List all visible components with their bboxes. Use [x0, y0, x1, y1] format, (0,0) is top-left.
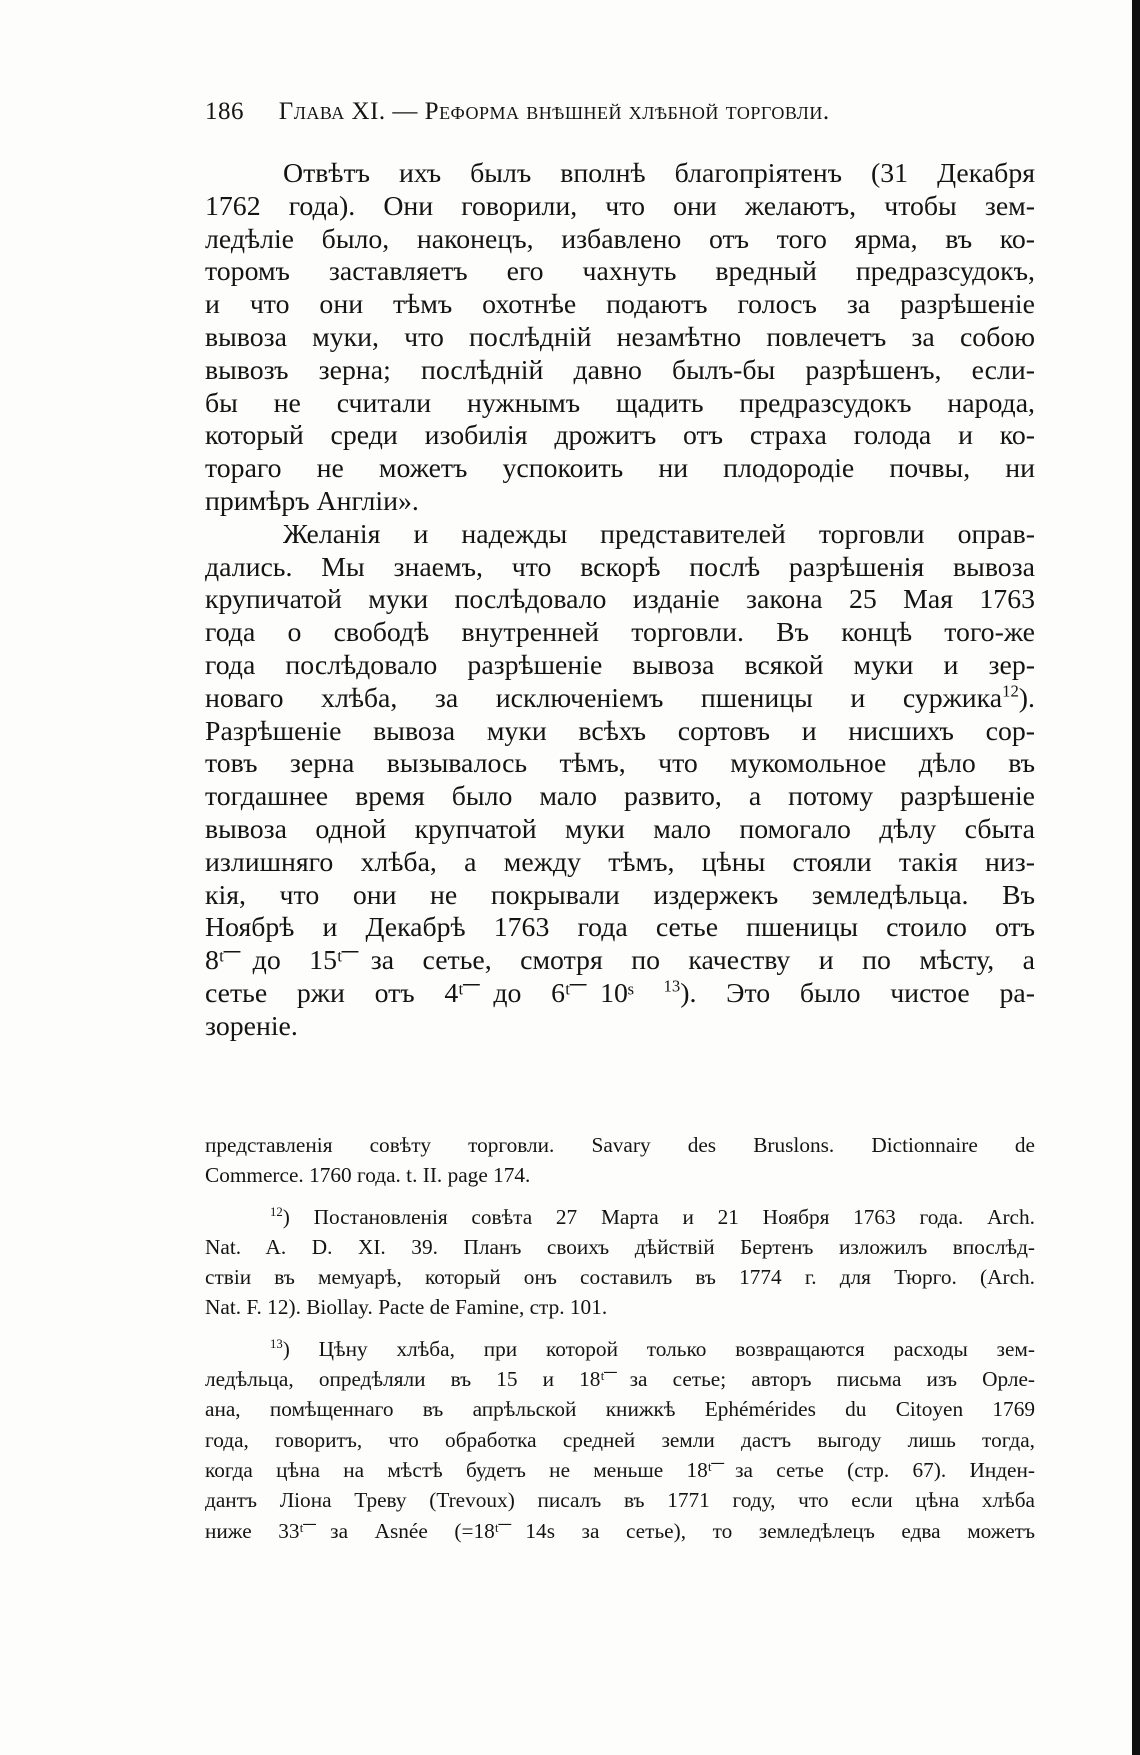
footnote-13 [205, 1334, 1035, 1364]
page-edge-shadow [1132, 0, 1140, 1755]
running-header [205, 98, 1035, 126]
footnote-line: когда цѣна на мѣстѣ будетъ не меньше 18ᵗ͞ за сетье (стр. 67). Инден- [205, 1457, 1035, 1482]
text-line: года послѣдовало разрѣшеніе вывоза всякой муки и зер- [205, 649, 1035, 681]
page-number: 186 [205, 98, 244, 125]
footnotes [205, 1130, 1035, 1546]
footnote-line: года, говоритъ, что обработка средней земли дастъ выгоду лишь тогда, [205, 1427, 1035, 1452]
text-line: вывоза муки, что послѣдній незамѣтно повлечетъ за собою [205, 321, 1035, 353]
footnote-line: ствіи въ мемуарѣ, который онъ составилъ въ 1774 г. для Тюрго. (Arch. [205, 1265, 1035, 1290]
text-line: вывозъ зерна; послѣдній давно былъ-бы разрѣшенъ, если- [205, 354, 1035, 386]
text-line: Желанія и надежды представителей торговли оправ- [283, 518, 1035, 550]
footnote-line: Nat. F. 12). Biollay. Pacte de Famine, стр. 101. [205, 1295, 608, 1320]
text-line: примѣръ Англіи». [205, 485, 419, 517]
text-line: который среди изобилія дрожитъ отъ страха голода и ко- [205, 420, 1035, 452]
text-line: зореніе. [205, 1010, 298, 1042]
footnote-12 [205, 1202, 1035, 1232]
footnote-line: Commerce. 1760 года. t. II. page 174. [205, 1163, 531, 1188]
footnote-mark: 12 [270, 1204, 283, 1219]
text-line: года о свободѣ внутренней торговли. Въ концѣ того-же [205, 617, 1035, 649]
text-line: бы не считали нужнымъ щадить предразсудокъ народа, [205, 387, 1035, 419]
footnote-line: представленія совѣту торговли. Savary des Bruslons. Dictionnaire de [205, 1133, 1035, 1157]
text-line [205, 978, 1035, 1011]
text-line: крупичатой муки послѣдовало изданіе закона 25 Мая 1763 [205, 584, 1035, 616]
footnote-line: дантъ Ліона Треву (Trevoux) писалъ въ 1771 году, что если цѣна хлѣба [205, 1488, 1035, 1513]
footnote-line: ана, помѣщеннаго въ апрѣльской книжкѣ Ephémérides du Citoyen 1769 [205, 1397, 1035, 1422]
text-line: дались. Мы знаемъ, что вскорѣ послѣ разрѣшенія вывоза [205, 551, 1035, 583]
text-line [205, 683, 1035, 716]
line-text: сетье ржи отъ 4ᵗ͞ до 6ᵗ͞ 10ˢ [205, 977, 634, 1009]
text-line: 1762 года). Они говорили, что они желаютъ, чтобы зем- [205, 190, 1035, 222]
footnote-line: ледѣльца, опредѣляли въ 15 и 18ᵗ͞ за сетье; авторъ письма изъ Орле- [205, 1367, 1035, 1392]
text-line: и что они тѣмъ охотнѣе подаютъ голосъ за разрѣшеніе [205, 289, 1035, 321]
footnote-text: ) Цѣну хлѣба, при которой только возвращаются расходы зем- [282, 1336, 1035, 1361]
footnote-text: ) Постановленія совѣта 27 Марта и 21 Ноября 1763 года. Arch. [282, 1204, 1035, 1229]
text-line: тогдашнее время было мало развито, а потому разрѣшеніе [205, 781, 1035, 813]
text-line: излишняго хлѣба, а между тѣмъ, цѣны стояли такія низ- [205, 846, 1035, 878]
footnote-ref-13: 13 [663, 976, 681, 996]
line-text: новаго хлѣба, за исключеніемъ пшеницы и суржика [205, 682, 1003, 714]
line-text: ). [1018, 682, 1035, 714]
footnote-ref-12: 12 [1002, 681, 1019, 701]
main-text [205, 158, 1035, 1044]
line-text: ). Это было чистое ра- [680, 977, 1035, 1009]
text-line: Ноябрѣ и Декабрѣ 1763 года сетье пшеницы стоило отъ [205, 912, 1035, 944]
chapter-title: Глава XI. — Реформа внѣшней хлѣбной торговли. [278, 98, 830, 125]
text-line: Разрѣшеніе вывоза муки всѣхъ сортовъ и нисшихъ сор- [205, 715, 1035, 747]
footnote-line: ниже 33ᵗ͞ за Asnée (=18ᵗ͞ 14s за сетье), то земледѣлецъ едва можетъ [205, 1518, 1035, 1543]
text-line: тораго не можетъ успокоить ни плодородіе почвы, ни [205, 453, 1035, 485]
footnote-line: Nat. A. D. XI. 39. Планъ своихъ дѣйствій Бертенъ изложилъ впослѣд- [205, 1234, 1035, 1259]
text-line: кія, что они не покрывали издержекъ земледѣльца. Въ [205, 879, 1035, 911]
footnote-mark: 13 [270, 1336, 283, 1351]
text-line: Отвѣтъ ихъ былъ вполнѣ благопріятенъ (31 Декабря [283, 158, 1035, 189]
text-line: торомъ заставляетъ его чахнуть вредный предразсудокъ, [205, 256, 1035, 288]
text-line: ледѣліе было, наконецъ, избавлено отъ того ярма, въ ко- [205, 223, 1035, 255]
text-line: 8ᵗ͞ до 15ᵗ͞ за сетье, смотря по качеству и по мѣсту, а [205, 945, 1035, 977]
text-line: вывоза одной крупчатой муки мало помогало дѣлу сбыта [205, 813, 1035, 845]
text-line: товъ зерна вызывалось тѣмъ, что мукомольное дѣло въ [205, 748, 1035, 780]
